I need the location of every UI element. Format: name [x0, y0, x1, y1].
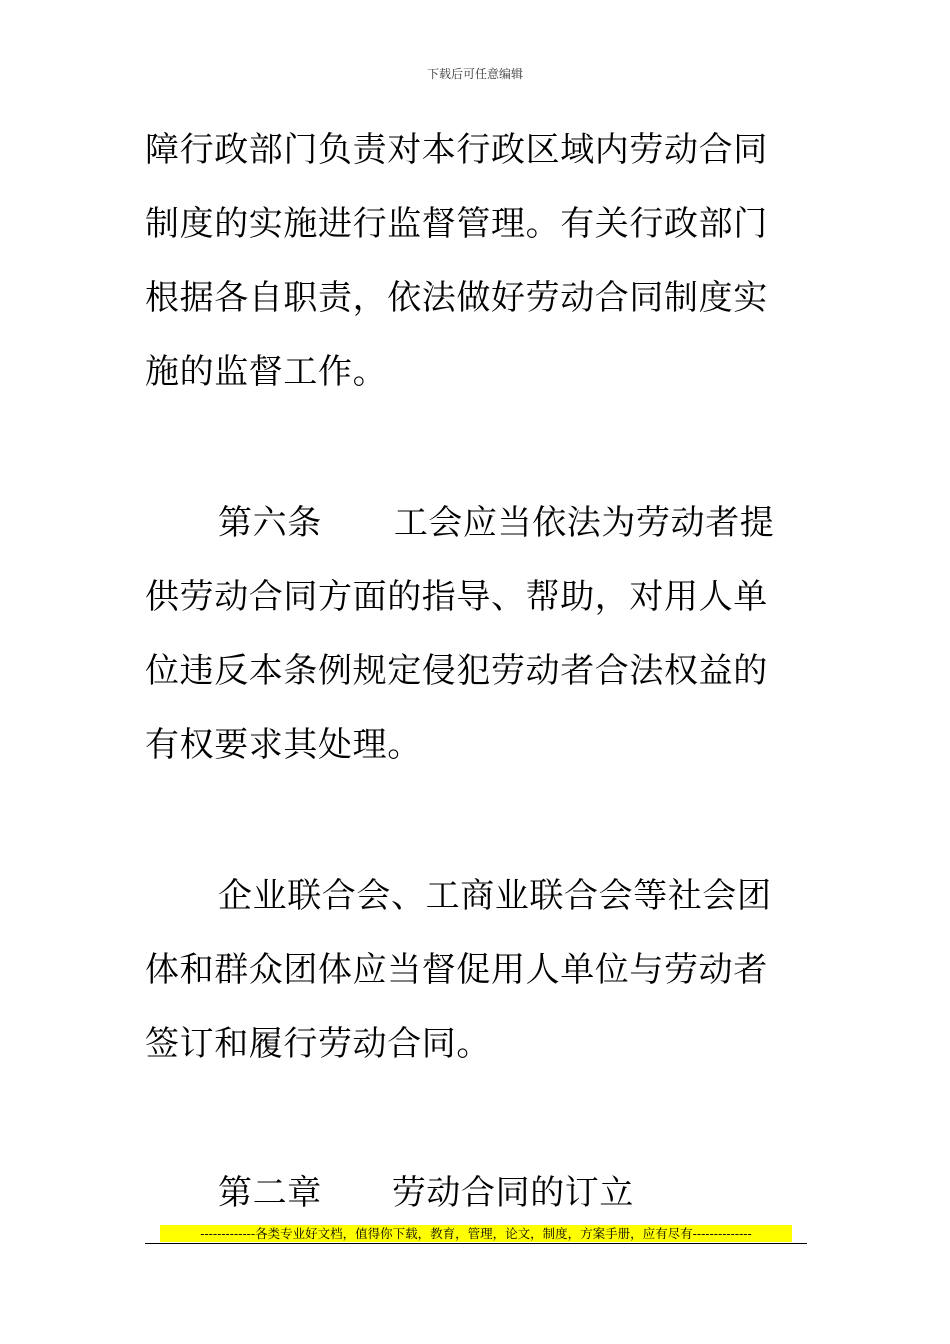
paragraph-line: 制度的实施进行监督管理。有关行政部门: [145, 204, 768, 244]
paragraph-line: 企业联合会、工商业联合会等社会团: [218, 876, 772, 916]
paragraph-line: 施的监督工作。: [145, 352, 388, 392]
article-6-first-line: [218, 503, 774, 543]
article-6-label: 第六条: [218, 503, 322, 543]
chapter-title: 劳动合同的订立: [391, 1173, 635, 1213]
paragraph-line: 根据各自职责，依法做好劳动合同制度实: [145, 278, 768, 318]
footer-banner: -------------各类专业好文档，值得你下载，教育，管理，论文，制度，方案手册，应有尽有--------------: [160, 1225, 792, 1242]
chapter-heading: [218, 1173, 634, 1213]
paragraph-line: 签订和履行劳动合同。: [145, 1024, 491, 1064]
article-6-first-text: 工会应当依法为劳动者提: [393, 503, 775, 543]
paragraph-line: 体和群众团体应当督促用人单位与劳动者: [145, 950, 768, 990]
chapter-label: 第二章: [218, 1173, 322, 1213]
paragraph-line: 障行政部门负责对本行政区域内劳动合同: [145, 130, 768, 170]
footer-divider: [145, 1243, 807, 1244]
paragraph-line: 有权要求其处理。: [145, 725, 422, 765]
paragraph-line: 供劳动合同方面的指导、帮助，对用人单: [145, 577, 768, 617]
page-header: 下载后可任意编辑: [426, 67, 523, 81]
paragraph-line: 位违反本条例规定侵犯劳动者合法权益的: [145, 651, 768, 691]
